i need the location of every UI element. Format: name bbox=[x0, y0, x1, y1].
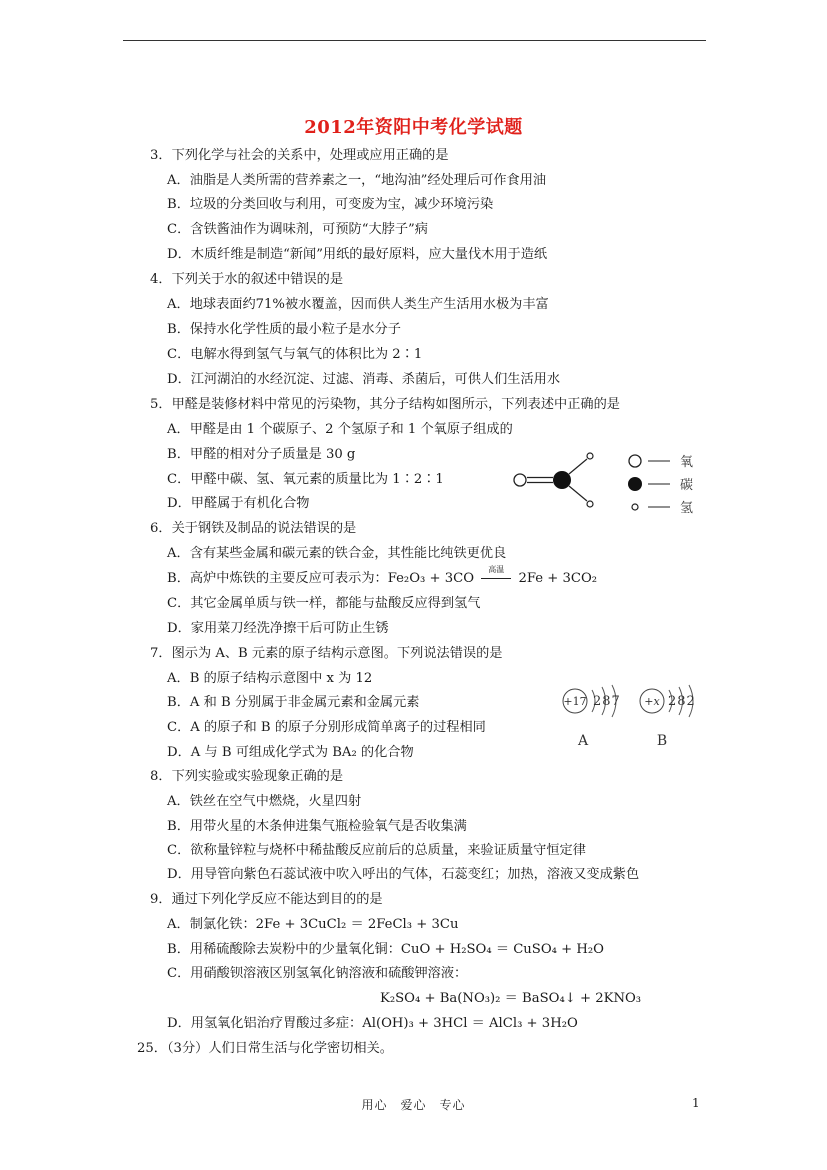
question-5-option-c: C．甲醛中碳、氢、氧元素的质量比为 1∶2∶1 bbox=[167, 472, 444, 487]
question-9-option-b: B．用稀硫酸除去炭粉中的少量氧化铜：CuO + H₂SO₄ ＝ CuSO₄ + H₂O bbox=[167, 942, 604, 957]
oxygen-legend-icon bbox=[629, 455, 641, 467]
question-4-option-d: D．江河湖泊的水经沉淀、过滤、消毒、杀菌后，可供人们生活用水 bbox=[167, 372, 561, 387]
legend-oxygen: 氧 bbox=[680, 455, 694, 470]
legend-carbon: 碳 bbox=[680, 478, 694, 493]
question-7-option-d: D．A 与 B 可组成化学式为 BA₂ 的化合物 bbox=[167, 745, 414, 760]
question-4-option-a: A．地球表面约71%被水覆盖，因而供人类生产生活用水极为丰富 bbox=[167, 297, 549, 312]
hydrogen-legend-icon bbox=[632, 504, 638, 510]
question-6-option-b bbox=[167, 565, 598, 589]
equation-left: Fe₂O₃ + 3CO bbox=[387, 571, 475, 586]
oxygen-atom bbox=[514, 474, 526, 486]
reaction-condition bbox=[478, 565, 514, 589]
question-4-stem: 4．下列关于水的叙述中错误的是 bbox=[150, 272, 344, 287]
question-8-option-c: C．欲称量锌粒与烧杯中稀盐酸反应前后的总质量，来验证质量守恒定律 bbox=[167, 843, 586, 858]
equation-right: 2Fe + 3CO₂ bbox=[518, 571, 598, 586]
carbon-legend-icon bbox=[628, 477, 642, 491]
question-9-option-c-equation: K₂SO₄ + Ba(NO₃)₂ ＝ BaSO₄↓ + 2KNO₃ bbox=[380, 991, 642, 1006]
question-6-option-d: D．家用菜刀经洗净擦干后可防止生锈 bbox=[167, 621, 389, 636]
question-7-stem: 7．图示为 A、B 元素的原子结构示意图。下列说法错误的是 bbox=[150, 646, 503, 661]
question-3-option-a: A．油脂是人类所需的营养素之一，“地沟油”经处理后可作食用油 bbox=[167, 173, 547, 188]
question-5-option-d: D．甲醛属于有机化合物 bbox=[167, 496, 310, 511]
question-9-option-a: A．制氯化铁：2Fe + 3CuCl₂ ＝ 2FeCl₃ + 3Cu bbox=[167, 917, 459, 932]
question-8-option-a: A．铁丝在空气中燃烧，火星四射 bbox=[167, 794, 362, 809]
question-9-stem: 9．通过下列化学反应不能达到目的的是 bbox=[150, 892, 383, 907]
question-6-option-c: C．其它金属单质与铁一样，都能与盐酸反应得到氢气 bbox=[167, 596, 481, 611]
question-6-stem: 6．关于钢铁及制品的说法错误的是 bbox=[150, 521, 357, 536]
question-8-stem: 8．下列实验或实验现象正确的是 bbox=[150, 769, 344, 784]
hydrogen-atom bbox=[587, 453, 593, 459]
question-7-option-a: A．B 的原子结构示意图中 x 为 12 bbox=[167, 671, 373, 686]
page-number: 1 bbox=[692, 1096, 700, 1110]
atom-b-nucleus: +x bbox=[644, 695, 660, 708]
header-rule bbox=[123, 40, 706, 41]
question-8-option-d: D．用导管向紫色石蕊试液中吹入呼出的气体，石蕊变红；加热，溶液又变成紫色 bbox=[167, 867, 640, 882]
atom-a-label: A bbox=[577, 733, 589, 749]
question-9-option-d: D．用氢氧化铝治疗胃酸过多症：Al(OH)₃ + 3HCl ＝ AlCl₃ + 3H₂O bbox=[167, 1016, 578, 1031]
question-4-option-b: B．保持水化学性质的最小粒子是水分子 bbox=[167, 322, 401, 337]
question-6-option-b-prefix: B．高炉中炼铁的主要反应可表示为： bbox=[167, 571, 388, 586]
page-title: 2012年资阳中考化学试题 bbox=[304, 117, 523, 138]
formaldehyde-molecule-diagram bbox=[505, 445, 705, 520]
question-3-option-b: B．垃圾的分类回收与利用，可变废为宝，减少环境污染 bbox=[167, 197, 494, 212]
legend-hydrogen: 氢 bbox=[680, 501, 694, 516]
question-4-option-c: C．电解水得到氢气与氧气的体积比为 2∶1 bbox=[167, 347, 423, 362]
atom-b-shells: 282 bbox=[668, 694, 696, 709]
question-3-option-c: C．含铁酱油作为调味剂，可预防“大脖子”病 bbox=[167, 222, 428, 237]
question-9-option-c: C．用硝酸钡溶液区别氢氧化钠溶液和硫酸钾溶液： bbox=[167, 966, 468, 981]
question-3-option-d: D．木质纤维是制造“新闻”用纸的最好原料，应大量伐木用于造纸 bbox=[167, 247, 548, 262]
question-8-option-b: B．用带火星的木条伸进集气瓶检验氧气是否收集满 bbox=[167, 819, 467, 834]
question-3-stem: 3．下列化学与社会的关系中，处理或应用正确的是 bbox=[150, 148, 449, 163]
question-5-option-a: A．甲醛是由 1 个碳原子、2 个氢原子和 1 个氧原子组成的 bbox=[167, 422, 513, 437]
question-7-option-b: B．A 和 B 分别属于非金属元素和金属元素 bbox=[167, 695, 420, 710]
atom-b-label: B bbox=[656, 733, 668, 749]
page-footer: 用心 爱心 专心 bbox=[361, 1098, 466, 1112]
question-25-stem: 25．（3分）人们日常生活与化学密切相关。 bbox=[137, 1041, 393, 1056]
atomic-structure-diagram bbox=[555, 682, 705, 752]
hydrogen-atom bbox=[587, 501, 593, 507]
question-5-option-b: B．甲醛的相对分子质量是 30 g bbox=[167, 447, 356, 462]
condition-label: 高温 bbox=[488, 565, 505, 574]
question-5-stem: 5．甲醛是装修材料中常见的污染物，其分子结构如图所示，下列表述中正确的是 bbox=[150, 397, 620, 412]
question-7-option-c: C．A 的原子和 B 的原子分别形成简单离子的过程相同 bbox=[167, 720, 486, 735]
atom-a-shells: 287 bbox=[593, 694, 621, 709]
atom-a-nucleus: +17 bbox=[563, 695, 587, 708]
carbon-atom bbox=[553, 471, 571, 489]
question-6-option-a: A．含有某些金属和碳元素的铁合金，其性能比纯铁更优良 bbox=[167, 546, 507, 561]
